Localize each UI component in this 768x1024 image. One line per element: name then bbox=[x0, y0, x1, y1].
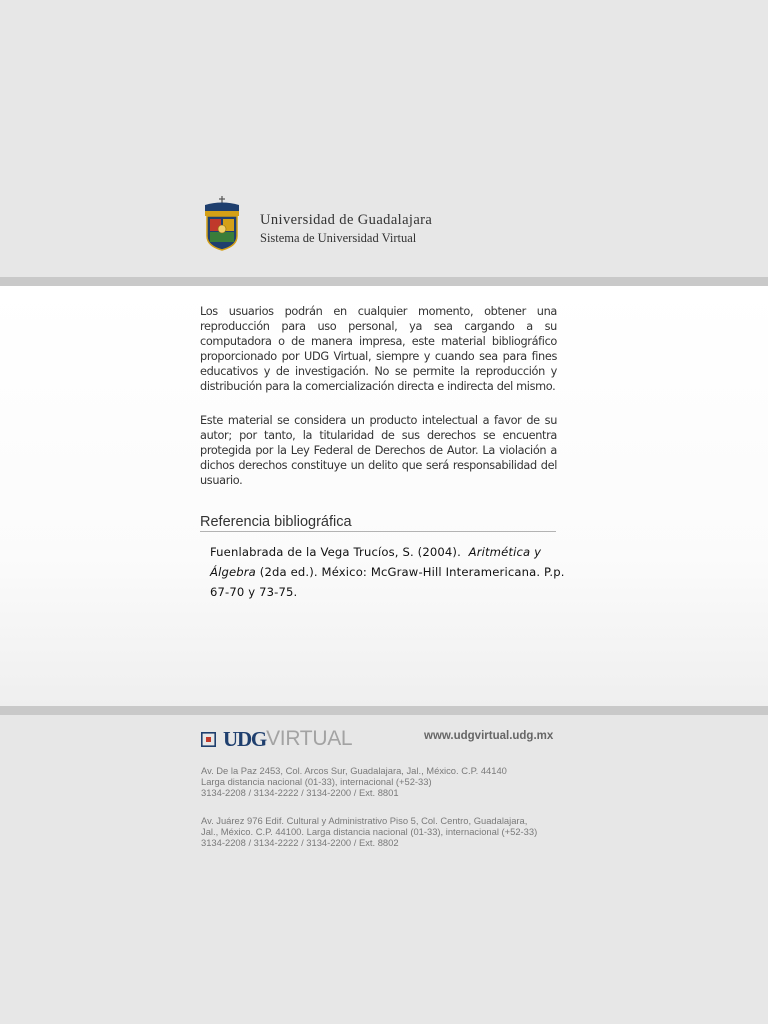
reference-heading: Referencia bibliográfica bbox=[200, 514, 352, 530]
footer-area bbox=[0, 715, 768, 1024]
top-divider-band bbox=[0, 277, 768, 286]
university-title: Universidad de Guadalajara bbox=[260, 212, 433, 228]
address-block-1 bbox=[201, 765, 507, 799]
website-url: www.udgvirtual.udg.mx bbox=[424, 730, 554, 742]
reference-divider bbox=[200, 531, 556, 532]
address-line: Av. Juárez 976 Edif. Cultural y Administrativo Piso 5, Col. Centro, Guadalajara, bbox=[201, 815, 528, 826]
logo-udg-text: UDG bbox=[223, 726, 267, 751]
usage-notice-paragraph: Los usuarios podrán en cualquier momento, obtener una reproducción para uso personal, ya sea cargando a su computadora o de manera impresa, este material bibliográfico proporcionado por UDG Virtual, siempre y cuando sea para fines educativos y de investigación. No se permite la reproducción y distribución para la comercialización directa e indirecta del mismo. bbox=[200, 305, 557, 394]
udg-virtual-logo bbox=[201, 727, 352, 751]
udg-logo-mark-icon bbox=[201, 732, 216, 747]
address-line: Av. De la Paz 2453, Col. Arcos Sur, Guadalajara, Jal., México. C.P. 44140 bbox=[201, 765, 507, 776]
bottom-divider-band bbox=[0, 706, 768, 715]
logo-virtual-text: VIRTUAL bbox=[266, 727, 353, 750]
university-crest-icon bbox=[202, 196, 242, 251]
address-line: Jal., México. C.P. 44100. Larga distancia nacional (01-33), internacional (+52-33) bbox=[201, 826, 538, 838]
copyright-notice-paragraph: Este material se considera un producto intelectual a favor de su autor; por tanto, la titularidad de sus derechos se encuentra protegida por la Ley Federal de Derechos de Autor. La violación a dichos derechos constituye un delito que será responsabilidad del usuario. bbox=[200, 414, 557, 488]
reference-details: (2da ed.). México: McGraw-Hill Interamericana. P.p. 67-70 y 73-75. bbox=[210, 564, 565, 599]
address-block-2 bbox=[201, 815, 537, 849]
address-line: Larga distancia nacional (01-33), internacional (+52-33) bbox=[201, 776, 432, 788]
university-subtitle: Sistema de Universidad Virtual bbox=[260, 231, 417, 245]
address-line: 3134-2208 / 3134-2222 / 3134-2200 / Ext. 8801 bbox=[201, 787, 399, 799]
address-line: 3134-2208 / 3134-2222 / 3134-2200 / Ext. 8802 bbox=[201, 837, 399, 849]
reference-author: Fuenlabrada de la Vega Trucíos, S. (2004). bbox=[210, 545, 461, 559]
bibliographic-reference bbox=[210, 543, 578, 602]
reference-title: Aritmética y Álgebra bbox=[210, 545, 542, 579]
